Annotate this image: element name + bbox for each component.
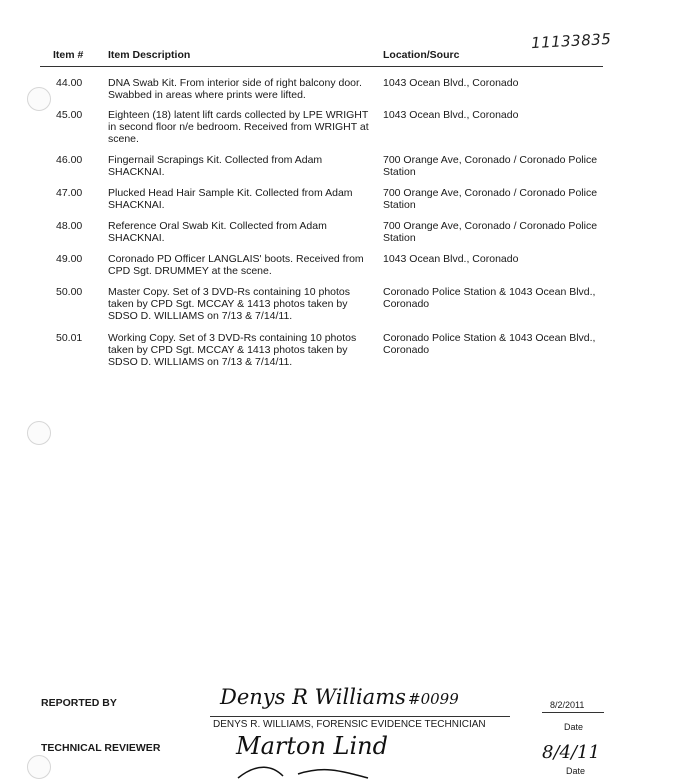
binder-hole: [27, 755, 51, 779]
item-number-header: Item #: [53, 49, 84, 61]
item-description: Plucked Head Hair Sample Kit. Collected from Adam SHACKNAI.: [108, 187, 353, 211]
item-number: 44.00: [56, 77, 83, 89]
reviewer-signature: [228, 726, 418, 781]
review-date-text: 8/4/11: [542, 742, 600, 763]
reporter-name: DENYS R. WILLIAMS, FORENSIC EVIDENCE TECHNICIAN: [213, 719, 486, 730]
item-description: Fingernail Scrapings Kit. Collected from Adam SHACKNAI.: [108, 154, 323, 178]
item-number: 48.00: [56, 220, 83, 232]
item-number: 47.00: [56, 187, 83, 199]
item-description: DNA Swab Kit. From interior side of right balcony door. Swabbed in areas where prints were lifted.: [108, 77, 362, 101]
item-location: 700 Orange Ave, Coronado / Coronado Police Station: [383, 187, 598, 211]
item-location: 700 Orange Ave, Coronado / Coronado Police Station: [383, 154, 598, 178]
binder-hole: [27, 87, 51, 111]
technical-reviewer-label: TECHNICAL REVIEWER: [41, 742, 161, 754]
item-description: Eighteen (18) latent lift cards collected by LPE WRIGHT in second floor n/e bedroom. Received from WRIGHT at scene.: [108, 109, 369, 145]
item-number: 49.00: [56, 253, 83, 265]
reporter-badge: #0099: [408, 690, 459, 708]
item-location: 1043 Ocean Blvd., Coronado: [383, 109, 519, 121]
reporter-signature-line: [210, 716, 510, 717]
report-date: 8/2/2011: [550, 700, 585, 710]
report-date-line: [542, 712, 604, 713]
item-number: 46.00: [56, 154, 83, 166]
item-number: 50.01: [56, 332, 83, 344]
binder-hole: [27, 421, 51, 445]
reporter-signature-text: Denys R Williams: [220, 685, 406, 709]
date-label-2: Date: [566, 766, 586, 776]
item-description-header: Item Description: [108, 49, 191, 61]
item-description: Coronado PD Officer LANGLAIS' boots. Received from CPD Sgt. DRUMMEY at the scene.: [108, 253, 364, 277]
case-number: 11133835: [530, 29, 612, 53]
item-number: 50.00: [56, 286, 83, 298]
item-location: Coronado Police Station & 1043 Ocean Blvd., Coronado: [383, 286, 596, 310]
reporter-signature: [212, 676, 492, 716]
location-header: Location/Sourc: [383, 49, 460, 61]
item-location: 700 Orange Ave, Coronado / Coronado Police Station: [383, 220, 598, 244]
reported-by-label: REPORTED BY: [41, 697, 117, 709]
item-description: Working Copy. Set of 3 DVD-Rs containing 10 photos taken by CPD Sgt. MCCAY & 1413 photos taken by SDSO D. WILLIAMS on 7/13 & 7/14/11.: [108, 332, 357, 368]
item-description: Master Copy. Set of 3 DVD-Rs containing 10 photos taken by CPD Sgt. MCCAY & 1413 photos taken by SDSO D. WILLIAMS on 7/13 & 7/14/11.: [108, 286, 351, 322]
item-location: 1043 Ocean Blvd., Coronado: [383, 77, 519, 89]
item-location: Coronado Police Station & 1043 Ocean Blvd., Coronado: [383, 332, 596, 356]
date-label: Date: [564, 722, 584, 732]
header-rule: [40, 66, 603, 67]
item-location: 1043 Ocean Blvd., Coronado: [383, 253, 519, 265]
item-number: 45.00: [56, 109, 83, 121]
item-description: Reference Oral Swab Kit. Collected from Adam SHACKNAI.: [108, 220, 327, 244]
reviewer-signature-text: Marton Lind: [236, 732, 388, 760]
